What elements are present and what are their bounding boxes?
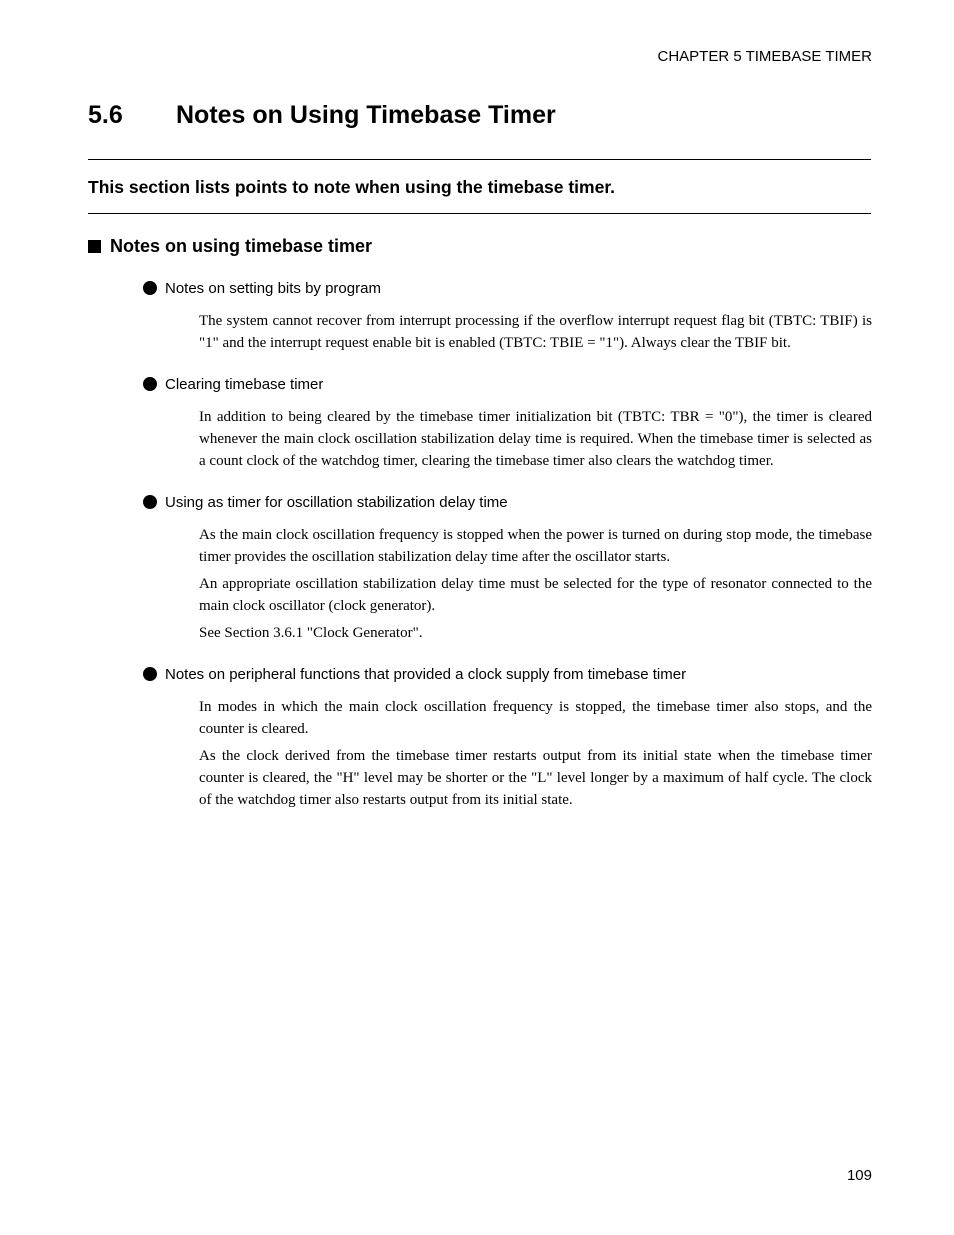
section-intro: This section lists points to note when using the timebase timer.	[88, 177, 616, 197]
note-body	[199, 310, 872, 354]
note-paragraph: In modes in which the main clock oscillation frequency is stopped, the timebase timer also stops, and the counter is cleared.	[199, 699, 872, 737]
note-heading	[143, 664, 872, 684]
note-title: Notes on peripheral functions that provided a clock supply from timebase timer	[165, 665, 687, 683]
subsection-title: Notes on using timebase timer	[110, 236, 373, 256]
section-heading	[88, 101, 556, 130]
note-title: Using as timer for oscillation stabilization delay time	[165, 493, 508, 511]
circle-bullet-icon	[143, 667, 157, 681]
section-title: Notes on Using Timebase Timer	[176, 101, 556, 129]
top-divider	[88, 159, 871, 160]
notes-list	[143, 278, 872, 831]
note-paragraph: An appropriate oscillation stabilization delay time must be selected for the type of resonator connected to the main clock oscillator (clock generator).	[199, 576, 872, 614]
note-item	[143, 374, 872, 472]
note-body	[199, 696, 872, 811]
note-paragraph: In addition to being cleared by the timebase timer initialization bit (TBTC: TBR = "0"), the timer is cleared whenever the main clock oscillation stabilization delay time is required. When the timebase timer is selected as a count clock of the watchdog timer, clearing the timebase timer also clears the watchdog timer.	[199, 409, 872, 469]
circle-bullet-icon	[143, 377, 157, 391]
note-title: Notes on setting bits by program	[165, 279, 381, 297]
note-body	[199, 406, 872, 472]
section-number: 5.6	[88, 101, 123, 129]
note-item	[143, 664, 872, 811]
subsection-heading	[88, 236, 372, 257]
note-heading	[143, 492, 872, 512]
note-paragraph: The system cannot recover from interrupt processing if the overflow interrupt request flag bit (TBTC: TBIF) is "1" and the interrupt request enable bit is enabled (TBTC: TBIE = "1"). Always clear the TBIF bit.	[199, 313, 872, 351]
note-paragraph: As the main clock oscillation frequency is stopped when the power is turned on during stop mode, the timebase timer provides the oscillation stabilization delay time after the oscillator starts.	[199, 527, 872, 565]
circle-bullet-icon	[143, 495, 157, 509]
note-title: Clearing timebase timer	[165, 375, 324, 393]
running-header: CHAPTER 5 TIMEBASE TIMER	[657, 48, 872, 65]
page-number: 109	[846, 1167, 872, 1184]
note-item	[143, 492, 872, 644]
note-paragraph: As the clock derived from the timebase timer restarts output from its initial state when the timebase timer counter is cleared, the "H" level may be shorter or the "L" level longer by a maximum of half cycle. The clock of the watchdog timer also restarts output from its initial state.	[199, 748, 872, 808]
note-heading	[143, 278, 872, 298]
circle-bullet-icon	[143, 281, 157, 295]
note-body	[199, 524, 872, 644]
note-heading	[143, 374, 872, 394]
square-bullet-icon	[88, 240, 101, 253]
note-item	[143, 278, 872, 354]
note-paragraph: See Section 3.6.1 "Clock Generator".	[199, 625, 423, 641]
bottom-divider	[88, 213, 871, 214]
